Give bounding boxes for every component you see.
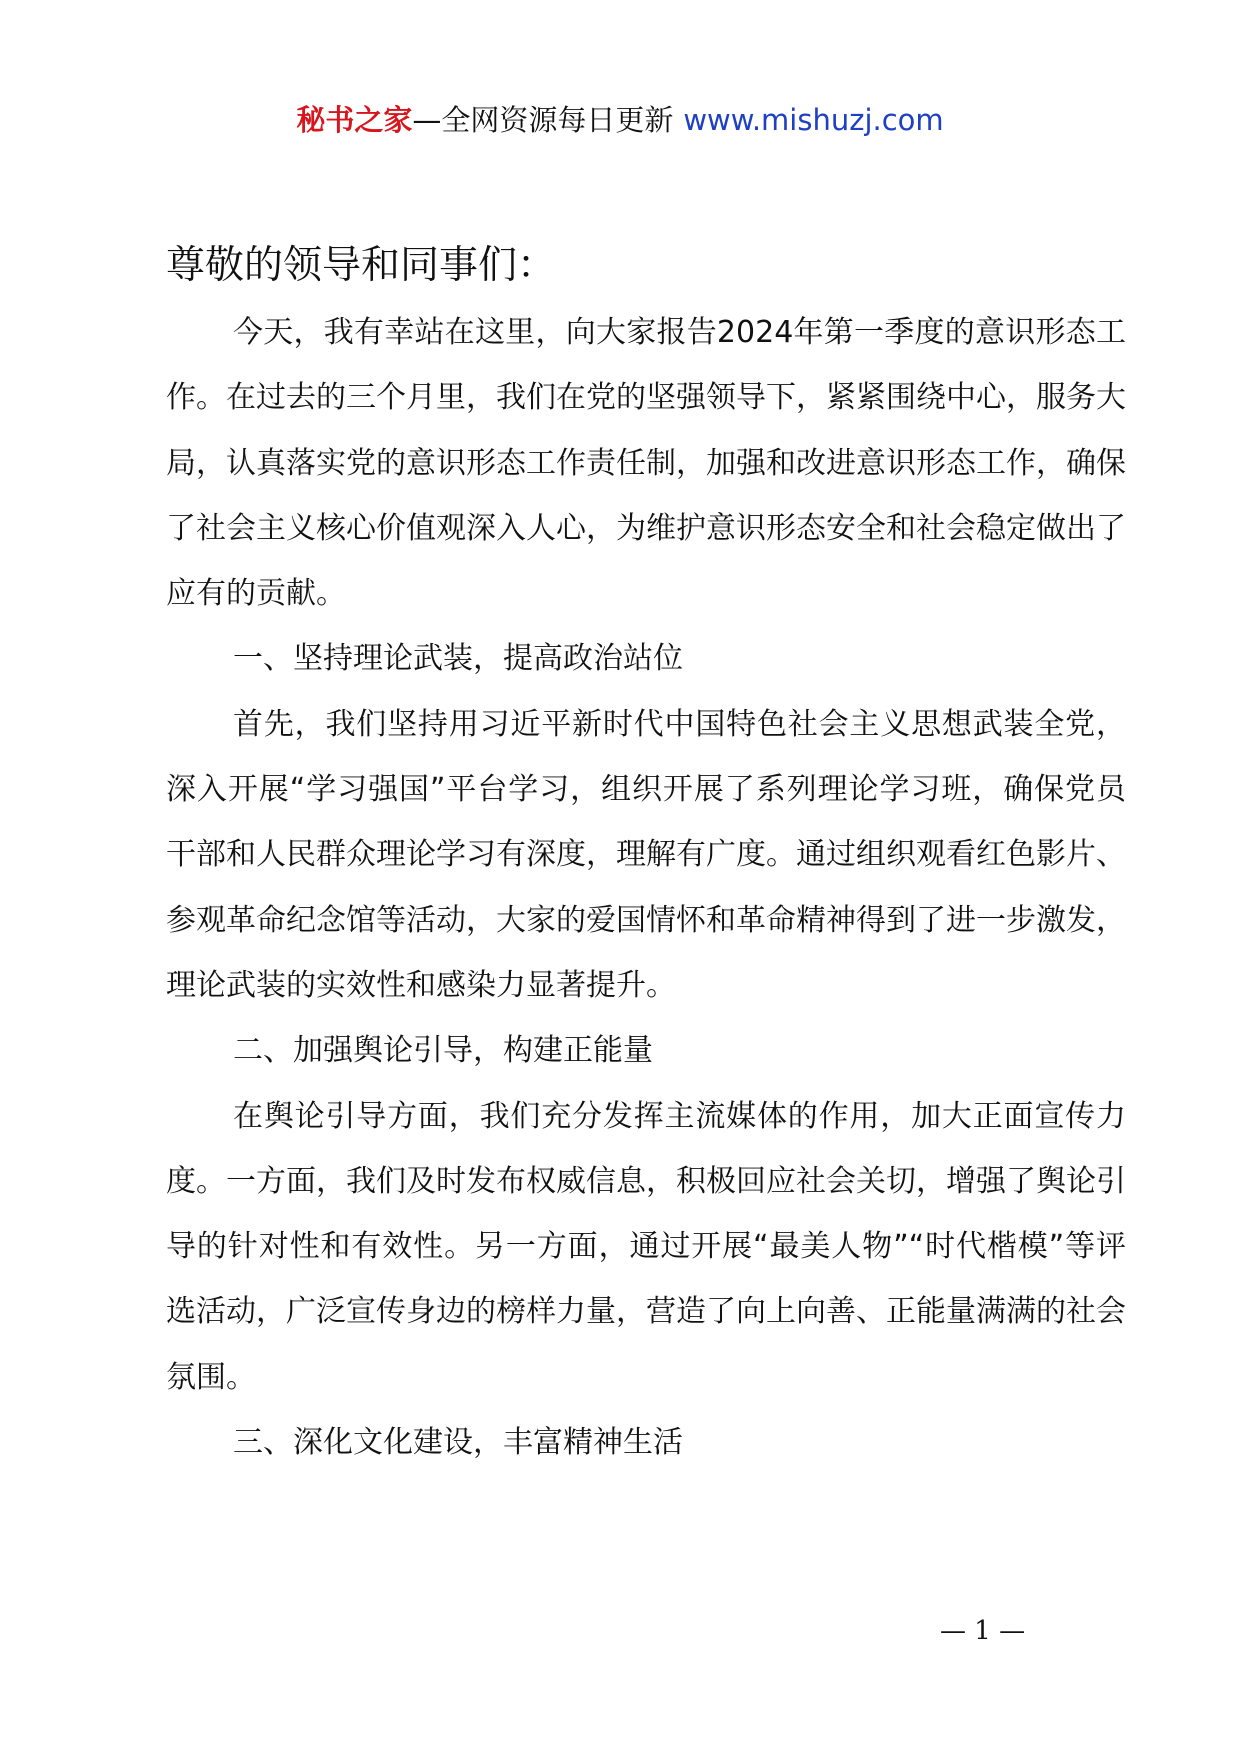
section-2-paragraph: 在舆论引导方面，我们充分发挥主流媒体的作用，加大正面宣传力度。一方面，我们及时发布权威信息，积极回应社会关切，增强了舆论引导的针对性和有效性。另一方面，通过开展“最美人物”“时代楷模”等评选活动，广泛宣传身边的榜样力量，营造了向上向善、正能量满满的社会氛围。 <box>166 1098 1126 1395</box>
section-3-heading: 三、深化文化建设，丰富精神生活 <box>233 1425 683 1461</box>
document-body <box>166 240 1126 1475</box>
intro-paragraph: 今天，我有幸站在这里，向大家报告2024年第一季度的意识形态工作。在过去的三个月里，我们在党的坚强领导下，紧紧围绕中心，服务大局，认真落实党的意识形态工作责任制，加强和改进意识形态工作，确保了社会主义核心价值观深入人心，为维护意识形态安全和社会稳定做出了应有的贡献。 <box>166 315 1126 612</box>
page-number: — 1 — <box>940 1616 1026 1646</box>
site-url-link[interactable]: www.mishuzj.com <box>683 103 944 137</box>
section-1-heading: 一、坚持理论武装，提高政治站位 <box>233 641 683 677</box>
section-1-paragraph: 首先，我们坚持用习近平新时代中国特色社会主义思想武装全党，深入开展“学习强国”平台学习，组织开展了系列理论学习班，确保党员干部和人民群众理论学习有深度，理解有广度。通过组织观看红色影片、参观革命纪念馆等活动，大家的爱国情怀和革命精神得到了进一步激发，理论武装的实效性和感染力显著提升。 <box>166 706 1126 1003</box>
section-2-heading: 二、加强舆论引导，构建正能量 <box>233 1033 653 1069</box>
greeting: 尊敬的领导和同事们： <box>166 243 557 288</box>
site-slogan: —全网资源每日更新 <box>412 103 674 137</box>
brand-name: 秘书之家 <box>296 103 413 137</box>
site-header <box>0 100 1240 140</box>
